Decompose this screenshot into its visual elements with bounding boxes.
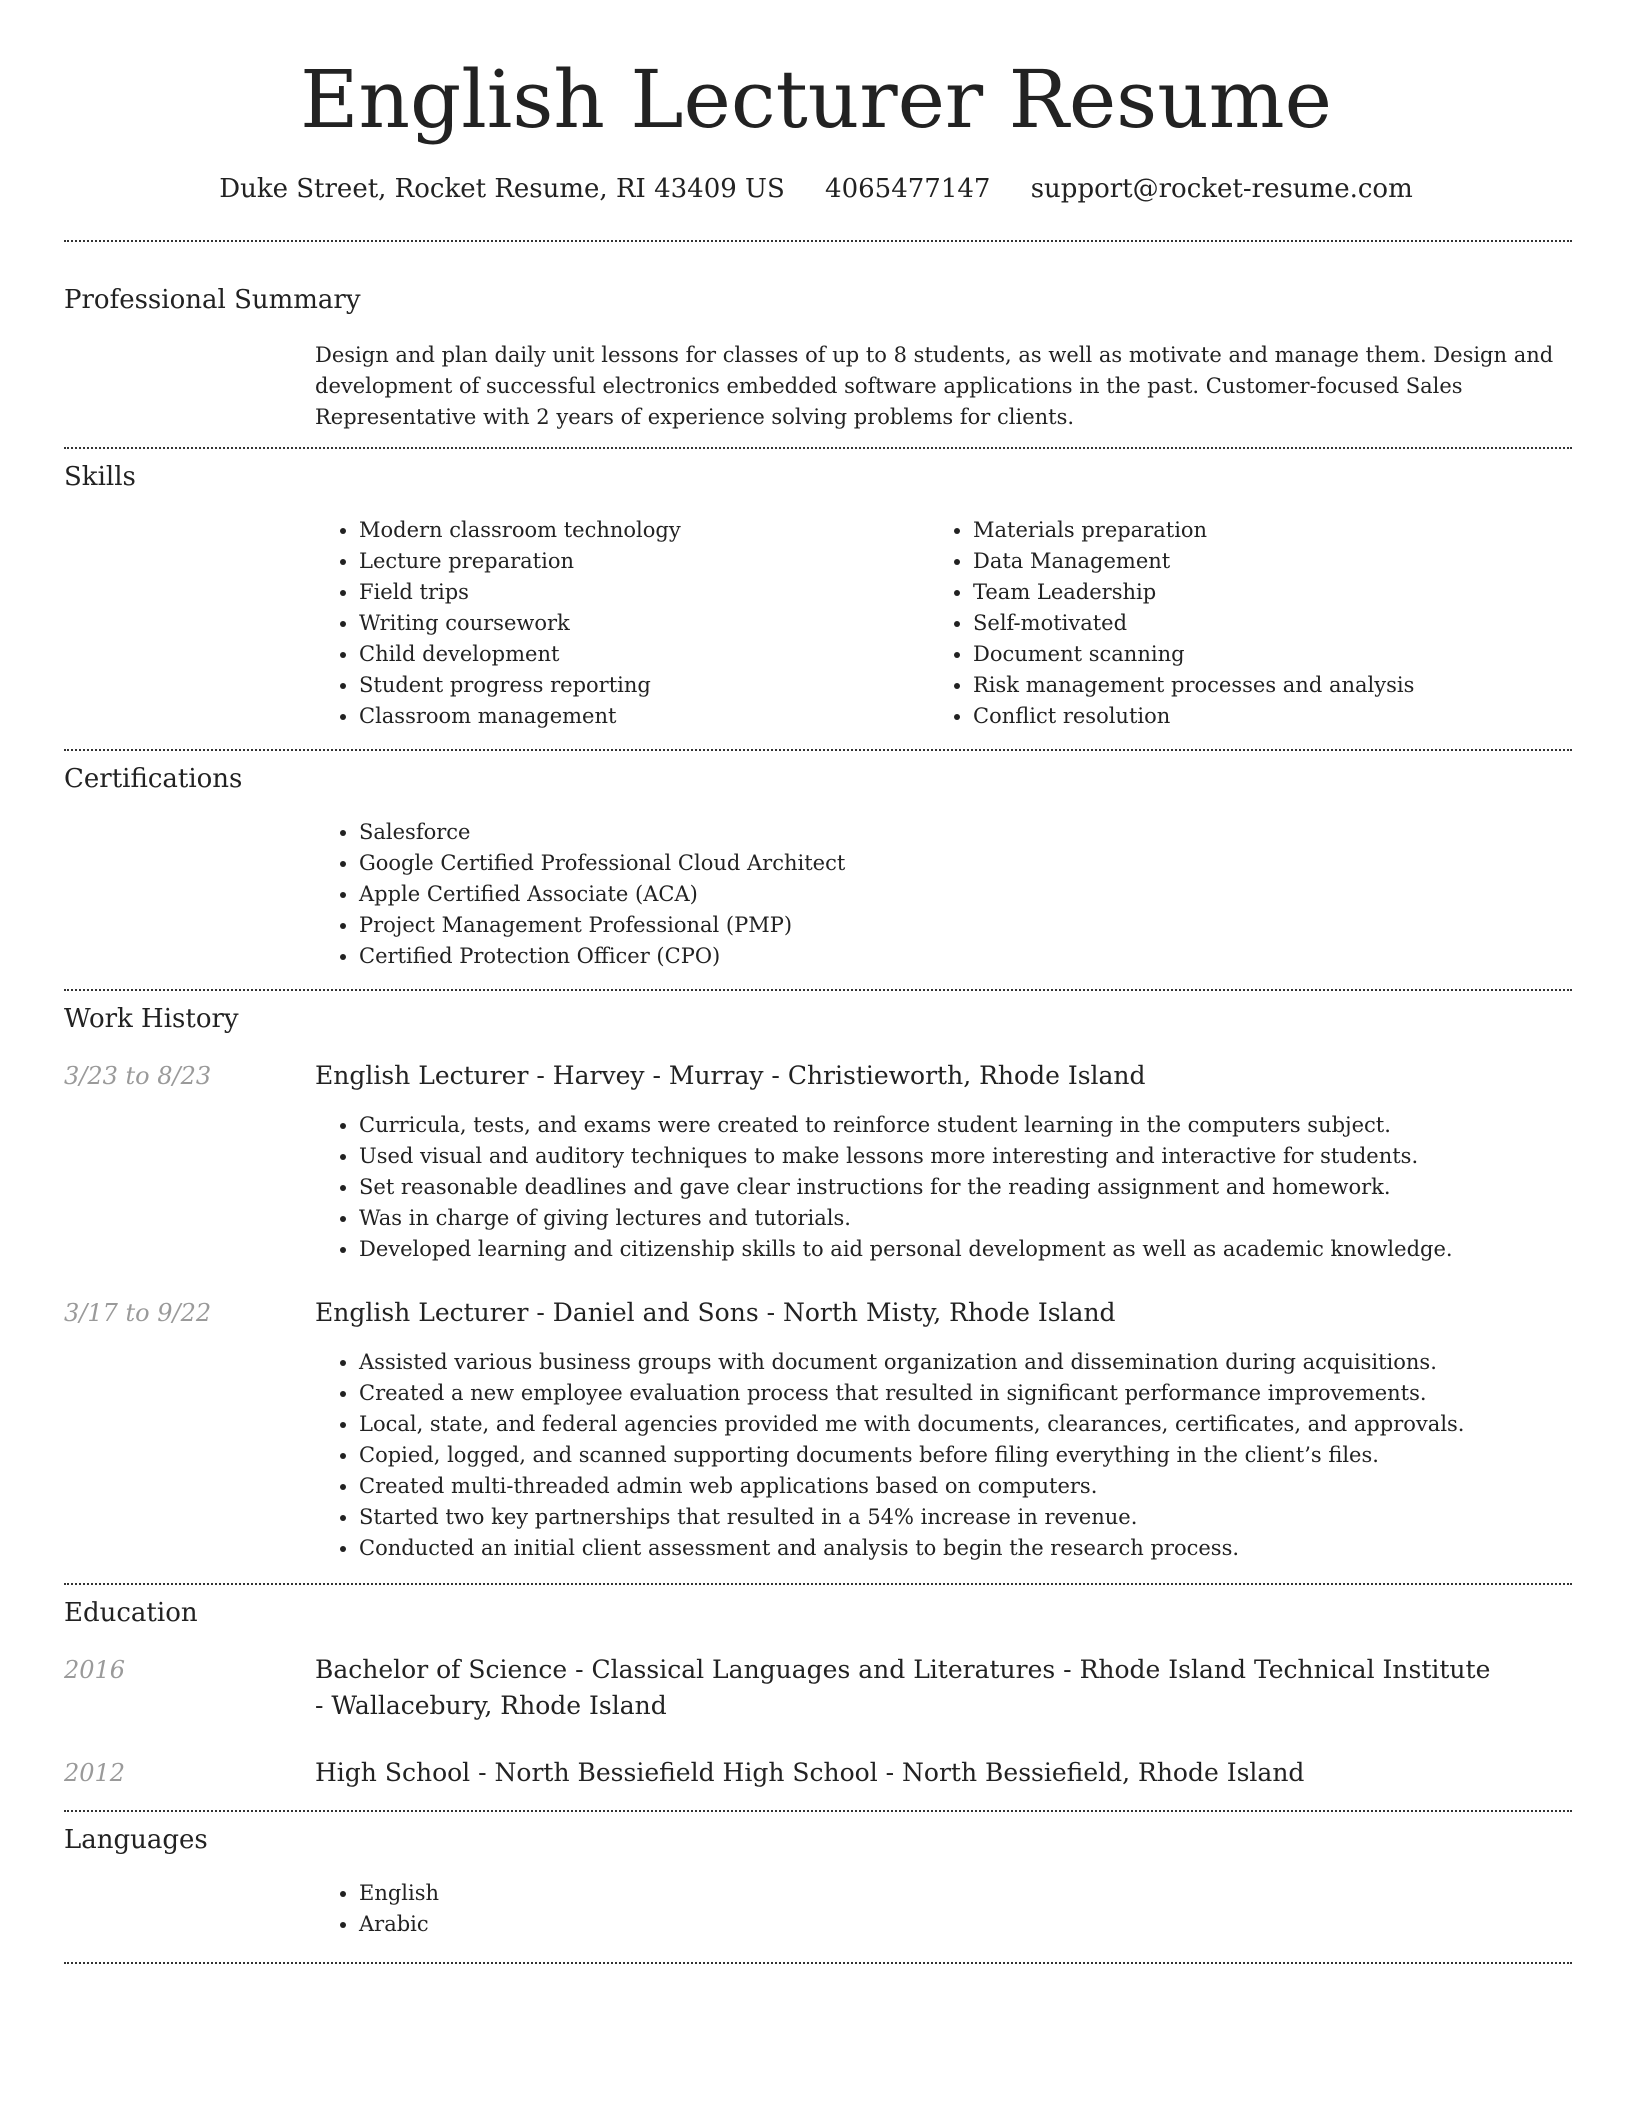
certification-item: • Apple Certified Associate (ACA) — [359, 879, 1559, 910]
section-divider — [64, 1962, 1572, 1964]
job-bullet: • Used visual and auditory techniques to make lessons more interesting and interactive for students. — [359, 1141, 1609, 1172]
education-degree: High School — [315, 1758, 471, 1787]
contact-phone: 4065477147 — [825, 174, 991, 204]
certification-item: • Certified Protection Officer (CPO) — [359, 941, 1559, 972]
skill-item: • Self-motivated — [973, 608, 1593, 639]
summary-heading: Professional Summary — [64, 285, 361, 315]
education-separator: - — [1055, 1655, 1080, 1684]
skill-item: • Document scanning — [973, 639, 1593, 670]
skill-item: • Modern classroom technology — [359, 515, 919, 546]
job-bullet: • Set reasonable deadlines and gave clear instructions for the reading assignment and homework. — [359, 1172, 1609, 1203]
language-item: • Arabic — [359, 1909, 959, 1940]
contact-address: Duke Street, Rocket Resume, RI 43409 US — [219, 174, 785, 204]
languages-heading: Languages — [64, 1825, 208, 1855]
job-bullet: • Copied, logged, and scanned supporting documents before filing everything in the client’s files. — [359, 1440, 1609, 1471]
job-title: English Lecturer - Daniel and Sons - North Misty, Rhode Island — [315, 1298, 1116, 1327]
certifications-heading: Certifications — [64, 764, 243, 794]
resume-title: English Lecturer Resume — [300, 53, 1332, 146]
section-divider — [64, 749, 1572, 751]
skills-list-left — [315, 515, 919, 732]
education-heading: Education — [64, 1598, 198, 1628]
skills-heading: Skills — [64, 462, 136, 492]
summary-text: Design and plan daily unit lessons for classes of up to 8 students, as well as motivate and manage them. Design and development of successful electronics embedded software applications in the past. Customer-focused Sales Representative with 2 years of experience solving problems for clients. — [315, 343, 1554, 429]
certifications-list — [315, 817, 1559, 972]
section-divider — [64, 1583, 1572, 1585]
section-divider — [64, 1810, 1572, 1812]
skill-item: • Lecture preparation — [359, 546, 919, 577]
skill-item: • Student progress reporting — [359, 670, 919, 701]
skill-item: • Data Management — [973, 546, 1593, 577]
job-bullet: • Created multi-threaded admin web applications based on computers. — [359, 1471, 1609, 1502]
education-year: 2016 — [64, 1656, 126, 1684]
education-entry — [315, 1755, 1495, 1791]
certification-item: • Google Certified Professional Cloud Architect — [359, 848, 1559, 879]
section-divider — [64, 989, 1572, 991]
certification-item: • Salesforce — [359, 817, 1559, 848]
job-bullet: • Curricula, tests, and exams were created to reinforce student learning in the computers subject. — [359, 1110, 1609, 1141]
job-bullet: • Assisted various business groups with document organization and dissemination during acquisitions. — [359, 1347, 1609, 1378]
job-bullet: • Conducted an initial client assessment and analysis to begin the research process. — [359, 1533, 1609, 1564]
job-bullet: • Developed learning and citizenship skills to aid personal development as well as academic knowledge. — [359, 1234, 1609, 1265]
certification-item: • Project Management Professional (PMP) — [359, 910, 1559, 941]
education-school: Rhode Island Technical Institute - Wallacebury, Rhode Island — [315, 1655, 1491, 1720]
skill-item: • Team Leadership — [973, 577, 1593, 608]
education-separator: - — [470, 1758, 495, 1787]
job-dates: 3/17 to 9/22 — [64, 1299, 212, 1327]
languages-list — [315, 1878, 959, 1940]
section-divider — [64, 240, 1572, 242]
skill-item: • Classroom management — [359, 701, 919, 732]
skills-list-right — [929, 515, 1593, 732]
contact-email: support@rocket-resume.com — [1030, 174, 1413, 204]
education-degree: Bachelor of Science - Classical Languages and Literatures — [315, 1655, 1056, 1684]
contact-line — [0, 170, 1632, 208]
skill-item: • Materials preparation — [973, 515, 1593, 546]
job-bullet: • Created a new employee evaluation process that resulted in significant performance improvements. — [359, 1378, 1609, 1409]
job-title: English Lecturer - Harvey - Murray - Christieworth, Rhode Island — [315, 1061, 1146, 1090]
education-entry — [315, 1652, 1495, 1724]
job-bullets — [315, 1110, 1609, 1265]
skill-item: • Writing coursework — [359, 608, 919, 639]
job-bullet: • Local, state, and federal agencies provided me with documents, clearances, certificates, and approvals. — [359, 1409, 1609, 1440]
skill-item: • Conflict resolution — [973, 701, 1593, 732]
education-school: North Bessiefield High School - North Bessiefield, Rhode Island — [494, 1758, 1305, 1787]
skill-item: • Field trips — [359, 577, 919, 608]
education-year: 2012 — [64, 1759, 126, 1787]
skill-item: • Child development — [359, 639, 919, 670]
job-bullet: • Started two key partnerships that resulted in a 54% increase in revenue. — [359, 1502, 1609, 1533]
section-divider — [64, 447, 1572, 449]
skill-item: • Risk management processes and analysis — [973, 670, 1593, 701]
job-bullets — [315, 1347, 1609, 1564]
job-bullet: • Was in charge of giving lectures and tutorials. — [359, 1203, 1609, 1234]
job-dates: 3/23 to 8/23 — [64, 1062, 212, 1090]
language-item: • English — [359, 1878, 959, 1909]
work-history-heading: Work History — [64, 1004, 239, 1034]
